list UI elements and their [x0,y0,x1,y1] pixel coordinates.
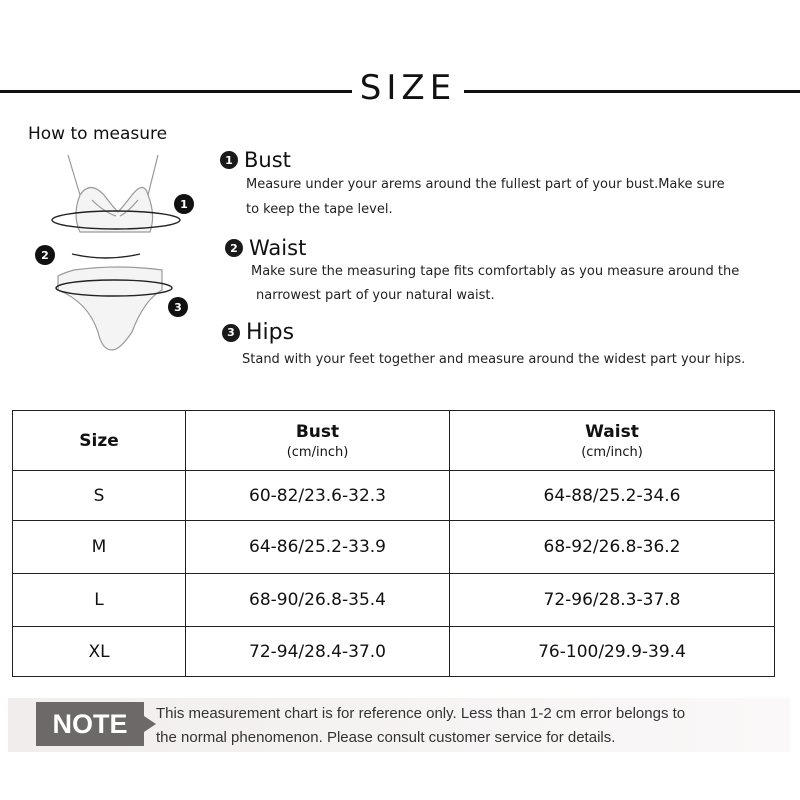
marker-3-label: 3 [174,301,182,314]
measure-hips-line-1: Stand with your feet together and measure around the widest part your hips. [242,352,746,367]
table-row [13,521,775,574]
marker-1-label: 1 [180,198,188,211]
cell-waist: 76-100/29.9-39.4 [450,627,775,677]
note-line-2: the normal phenomenon. Please consult customer service for details. [156,729,616,746]
size-chart-table [12,410,775,677]
header-rule-left [0,90,352,93]
table-row [13,574,775,627]
marker-2-label: 2 [41,249,49,262]
measure-waist-line-1: Make sure the measuring tape fits comfortably as you measure around the [251,264,740,279]
header-bust: Bust (cm/inch) [186,411,450,471]
cell-size: XL [13,627,186,677]
measure-bust-line-1: Measure under your arems around the fullest part of your bust.Make sure [246,177,725,192]
measure-hips-desc [242,347,745,372]
cell-size: L [13,574,186,627]
table-row [13,627,775,677]
table-row [13,471,775,521]
number-2-icon: 2 [225,239,243,257]
note-badge: NOTE [36,702,144,746]
cell-size: M [13,521,186,574]
page-title: SIZE [359,68,457,108]
table-header-row [13,411,775,471]
cell-size: S [13,471,186,521]
cell-waist: 72-96/28.3-37.8 [450,574,775,627]
cell-bust: 64-86/25.2-33.9 [186,521,450,574]
measure-hips-title: Hips [246,320,295,345]
cell-waist: 68-92/26.8-36.2 [450,521,775,574]
measure-waist-desc [251,260,739,308]
measure-waist [225,236,739,308]
measure-bust [220,148,725,222]
measure-hips [222,320,745,372]
bikini-measure-illustration [28,150,208,365]
how-to-measure-label: How to measure [28,124,168,144]
header-rule-right [464,90,800,93]
measure-bust-desc [246,172,725,222]
marker-2-icon [35,245,55,265]
number-1-icon: 1 [220,151,238,169]
note-text [156,702,776,750]
cell-bust: 60-82/23.6-32.3 [186,471,450,521]
header-size: Size [13,411,186,471]
note-box [8,698,790,752]
measure-waist-title: Waist [249,236,307,260]
measure-bust-line-2: to keep the tape level. [246,202,393,217]
note-line-1: This measurement chart is for reference only. Less than 1-2 cm error belongs to [156,705,686,722]
measure-bust-title: Bust [244,148,291,172]
cell-waist: 64-88/25.2-34.6 [450,471,775,521]
size-header [0,62,800,118]
marker-1-icon [174,194,194,214]
marker-3-icon [168,297,188,317]
number-3-icon: 3 [222,324,240,342]
header-waist: Waist (cm/inch) [450,411,775,471]
cell-bust: 72-94/28.4-37.0 [186,627,450,677]
measure-waist-line-2: narrowest part of your natural waist. [256,288,495,303]
cell-bust: 68-90/26.8-35.4 [186,574,450,627]
